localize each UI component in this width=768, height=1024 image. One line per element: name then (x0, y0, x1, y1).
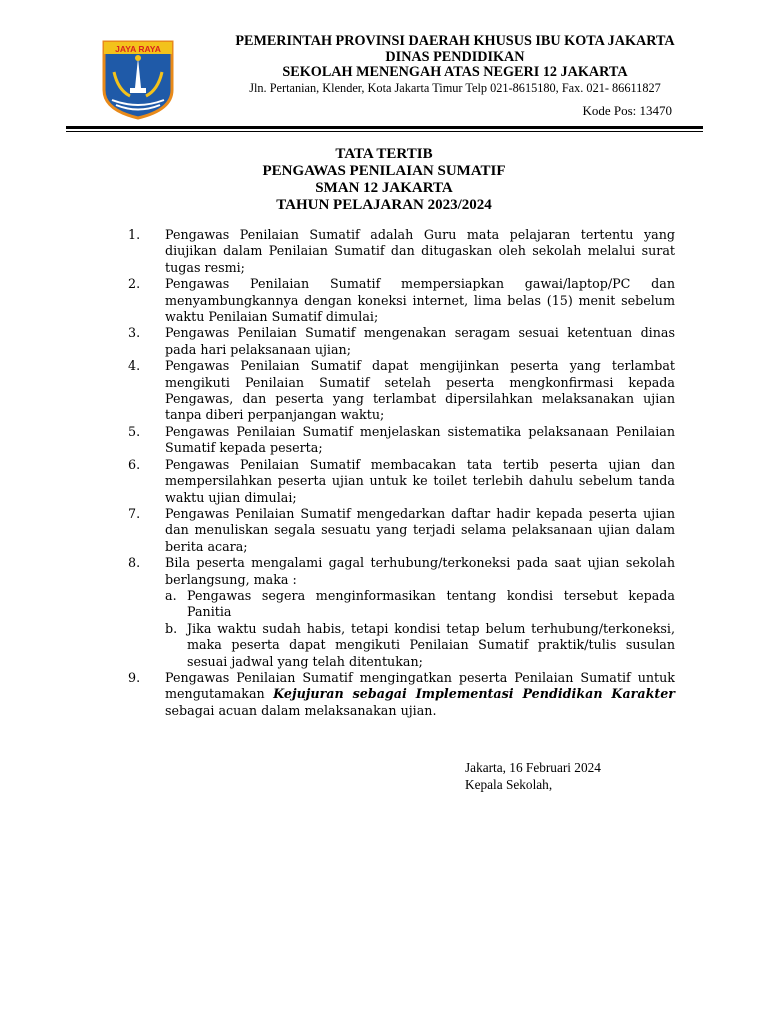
school-name: SEKOLAH MENENGAH ATAS NEGERI 12 JAKARTA (282, 64, 628, 81)
postal-code: Kode Pos: 13470 (582, 103, 672, 118)
rule-number: 3. (128, 325, 141, 341)
rule-text: Bila peserta mengalami gagal terhubung/terkoneksi pada saat ujian sekolah berlangsung, maka : (165, 555, 675, 587)
rule-text: Pengawas Penilaian Sumatif dapat mengijinkan peserta yang terlambat mengikuti Penilaian Sumatif setelah peserta mengkonfirmasi kepada Pengawas, dan peserta yang terlambat dipersilahkan melaksanakan ujian tanpa diberi perpanjangan waktu; (165, 358, 675, 423)
signature-place-date: Jakarta, 16 Februari 2024 (465, 760, 601, 775)
svg-text:JAYA RAYA: JAYA RAYA (115, 44, 161, 54)
rule-item (128, 227, 675, 276)
sub-rule-item (165, 588, 675, 621)
rule-text: Pengawas Penilaian Sumatif mengedarkan daftar hadir kepada peserta ujian dan menuliskan segala sesuatu yang terjadi selama pelaksanaan ujian dalam berita acara; (165, 505, 675, 554)
school-address: Jln. Pertanian, Klender, Kota Jakarta Timur Telp 021-8615180, Fax. 021- 86611827 (249, 80, 661, 95)
sub-rule-item (165, 621, 675, 670)
rule-emphasis: Kejujuran sebagai Implementasi Pendidikan Karakter (273, 686, 675, 702)
rule-item (128, 506, 675, 555)
title-line-4: TAHUN PELAJARAN 2023/2024 (276, 197, 492, 213)
rule-text: Pengawas Penilaian Sumatif mempersiapkan gawai/laptop/PC dan menyambungkannya dengan koneksi internet, lima belas (15) menit sebelum waktu Penilaian Sumatif dimulai; (165, 276, 675, 325)
title-line-3: SMAN 12 JAKARTA (315, 180, 453, 196)
sub-rule-text: Jika waktu sudah habis, tetapi kondisi tetap belum terhubung/terkoneksi, maka peserta dapat mengikuti Penilaian Sumatif praktik/tulis susulan sesuai jadwal yang telah ditentukan; (187, 620, 675, 669)
letterhead-divider-thick (66, 126, 703, 129)
rule-item (128, 424, 675, 457)
document-title (184, 146, 584, 214)
rule-number: 5. (128, 423, 141, 439)
rule-item (128, 670, 675, 719)
rule-item (128, 555, 675, 670)
sub-rule-text: Pengawas segera menginformasikan tentang kondisi tersebut kepada Panitia (187, 587, 675, 620)
signature-position: Kepala Sekolah, (465, 776, 553, 792)
rule-number: 7. (128, 505, 141, 521)
sub-rule-letter: b. (165, 620, 178, 636)
rule-text: Pengawas Penilaian Sumatif membacakan tata tertib peserta ujian dan mempersilahkan peserta ujian untuk ke toilet terlebih dahulu sebelum tanda waktu ujian dimulai; (165, 456, 675, 505)
government-name: PEMERINTAH PROVINSI DAERAH KHUSUS IBU KOTA JAKARTA (235, 33, 675, 49)
rule-number: 2. (128, 276, 141, 292)
rule-number: 9. (128, 669, 141, 685)
letterhead (190, 34, 720, 96)
title-line-1: TATA TERTIB (335, 146, 433, 162)
rule-text: Pengawas Penilaian Sumatif mengenakan seragam sesuai ketentuan dinas pada hari pelaksanaan ujian; (165, 325, 675, 357)
rule-item (128, 358, 675, 424)
rule-item (128, 457, 675, 506)
letterhead-divider-thin (66, 131, 703, 132)
department-name: DINAS PENDIDIKAN (385, 48, 525, 65)
rule-item (128, 325, 675, 358)
jakarta-emblem-logo (100, 38, 176, 120)
rule-number: 4. (128, 358, 141, 374)
rule-number: 8. (128, 555, 141, 571)
rule-number: 1. (128, 227, 141, 242)
rule-item (128, 276, 675, 325)
rule-text-before: Pengawas Penilaian Sumatif mengingatkan peserta Penilaian Sumatif untuk mengutamakan (165, 669, 675, 702)
rule-number: 6. (128, 456, 141, 472)
rule-text-after: sebagai acuan dalam melaksanakan ujian. (165, 702, 437, 718)
sub-rule-letter: a. (165, 587, 177, 603)
signature-block (465, 760, 601, 793)
rule-text: Pengawas Penilaian Sumatif menjelaskan sistematika pelaksanaan Penilaian Sumatif kepada peserta; (165, 423, 675, 456)
rule-text: Pengawas Penilaian Sumatif adalah Guru mata pelajaran tertentu yang diujikan dalam Penilaian Sumatif dan ditugaskan oleh sekolah melalui surat tugas resmi; (165, 227, 675, 275)
sub-rules-list (165, 588, 675, 670)
title-line-2: PENGAWAS PENILAIAN SUMATIF (262, 163, 506, 179)
rules-list (128, 227, 675, 719)
